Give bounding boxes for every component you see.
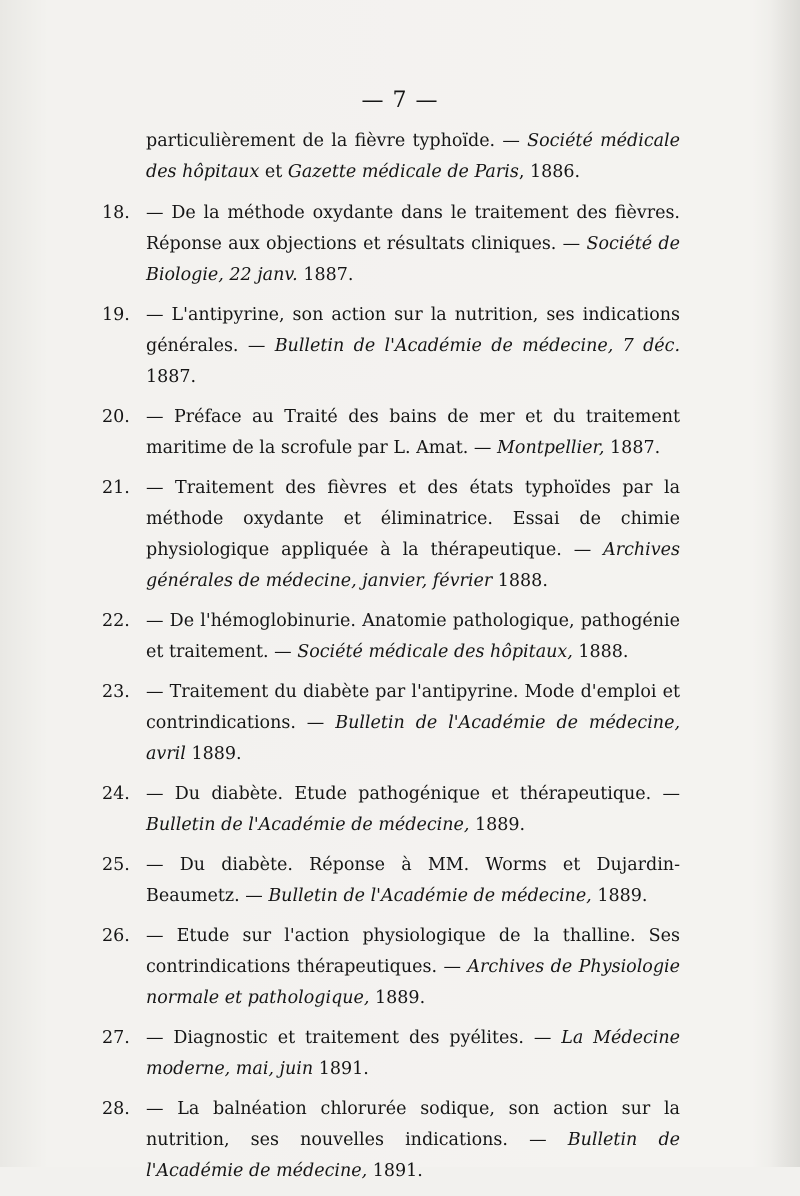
entry-text: — Traitement du diabète par l'antipyrine. Mode d'emploi et contrindications. — bbox=[146, 682, 680, 733]
entry-text: — Traitement des fièvres et des états typhoïdes par la méthode oxydante et éliminatrice. Essai de chimie physiologique appliquée à la thérapeutique. — bbox=[146, 478, 680, 560]
entry-tail: 1887. bbox=[297, 265, 354, 285]
entry-text: — La balnéation chlorurée sodique, son action sur la nutrition, ses nouvelles indications. — bbox=[146, 1099, 680, 1150]
bibliography-entry-22 bbox=[102, 606, 680, 668]
entry-text: — De l'hémoglobinurie. Anatomie pathologique, pathogénie et traitement. — bbox=[146, 611, 680, 662]
entry-source: Bulletin de l'Académie de médecine, bbox=[268, 886, 592, 906]
entry-text: — Préface au Traité des bains de mer et du traitement maritime de la scrofule par L. Amat. — bbox=[146, 407, 680, 458]
page-number: — 7 — bbox=[361, 88, 439, 113]
entry-number: 25. bbox=[102, 855, 130, 875]
entry-source: Bulletin de l'Académie de médecine, bbox=[146, 815, 470, 835]
entry-number: 21. bbox=[102, 478, 130, 498]
entry-source: Archives de Physiologie normale et pathologique, bbox=[146, 957, 680, 1008]
entry-tail: 1887. bbox=[146, 367, 197, 387]
entry-source: Société de Biologie, 22 janv. bbox=[146, 234, 680, 285]
bibliography-entry-28 bbox=[102, 1094, 680, 1187]
entry-text: — Diagnostic et traitement des pyélites. — bbox=[146, 1028, 562, 1048]
bibliography-entry-19 bbox=[102, 300, 680, 393]
entry-number: 27. bbox=[102, 1028, 130, 1048]
entry-number: 28. bbox=[102, 1099, 130, 1119]
entry-text: — Du diabète. Réponse à MM. Worms et Dujardin-Beaumetz. — bbox=[146, 855, 680, 906]
bibliography-entry-24 bbox=[102, 779, 680, 841]
entry-source: Société médicale des hôpitaux, bbox=[297, 642, 573, 662]
entry-number: 22. bbox=[102, 611, 130, 631]
entry-source: Bulletin de l'Académie de médecine, 7 déc. bbox=[274, 336, 681, 356]
bibliography-entry-21 bbox=[102, 473, 680, 597]
bibliography-entry-25 bbox=[102, 850, 680, 912]
entry-tail: 1891. bbox=[313, 1059, 369, 1079]
page-edge-shadow bbox=[770, 0, 800, 1167]
entry-source: Archives générales de médecine, janvier, février bbox=[146, 540, 680, 591]
entry-text: — Du diabète. Etude pathogénique et thérapeutique. — bbox=[146, 784, 680, 804]
bibliography-entry-26 bbox=[102, 921, 680, 1014]
entry-source: Montpellier, bbox=[497, 438, 605, 458]
bibliography-entry-27 bbox=[102, 1023, 680, 1085]
entry-number: 20. bbox=[102, 407, 130, 427]
entry-tail: 1888. bbox=[572, 642, 629, 662]
entry-number: 26. bbox=[102, 926, 130, 946]
entry-number: 19. bbox=[102, 305, 130, 325]
entry-text: — Etude sur l'action physiologique de la thalline. Ses contrindications thérapeutiques. — bbox=[146, 926, 680, 977]
entry-number: 23. bbox=[102, 682, 130, 702]
continuation-source: Société médicale des hôpitaux bbox=[146, 131, 681, 182]
bibliography-entry-18 bbox=[102, 198, 680, 291]
bibliography-entry-23 bbox=[102, 677, 680, 770]
entry-tail: 1889. bbox=[469, 815, 526, 835]
entry-source: Bulletin de l'Académie de médecine, bbox=[146, 1130, 681, 1181]
continuation-middle: et bbox=[259, 162, 288, 182]
entry-source: Bulletin de l'Académie de médecine, avril bbox=[146, 713, 681, 764]
bibliography-entry-20 bbox=[102, 402, 680, 464]
entry-tail: 1887. bbox=[604, 438, 661, 458]
entry-tail: 1889. bbox=[369, 988, 426, 1008]
entry-number: 18. bbox=[102, 203, 130, 223]
entry-tail: 1889. bbox=[185, 744, 242, 764]
entry-tail: 1889. bbox=[591, 886, 648, 906]
bibliography-list bbox=[102, 126, 680, 1196]
entry-tail: 1888. bbox=[492, 571, 548, 591]
continuation-entry bbox=[102, 126, 680, 188]
continuation-tail: , 1886. bbox=[518, 162, 581, 182]
entry-tail: 1891. bbox=[367, 1161, 423, 1181]
entry-source: La Médecine moderne, mai, juin bbox=[146, 1028, 680, 1079]
continuation-source-2: Gazette médicale de Paris bbox=[287, 162, 519, 182]
entry-number: 24. bbox=[102, 784, 130, 804]
continuation-text: particulièrement de la fièvre typhoïde. — bbox=[146, 131, 528, 151]
entry-text: — De la méthode oxydante dans le traitement des fièvres. Réponse aux objections et résultats cliniques. — bbox=[146, 203, 680, 254]
entry-text: — L'antipyrine, son action sur la nutrition, ses indications générales. — bbox=[146, 305, 680, 356]
